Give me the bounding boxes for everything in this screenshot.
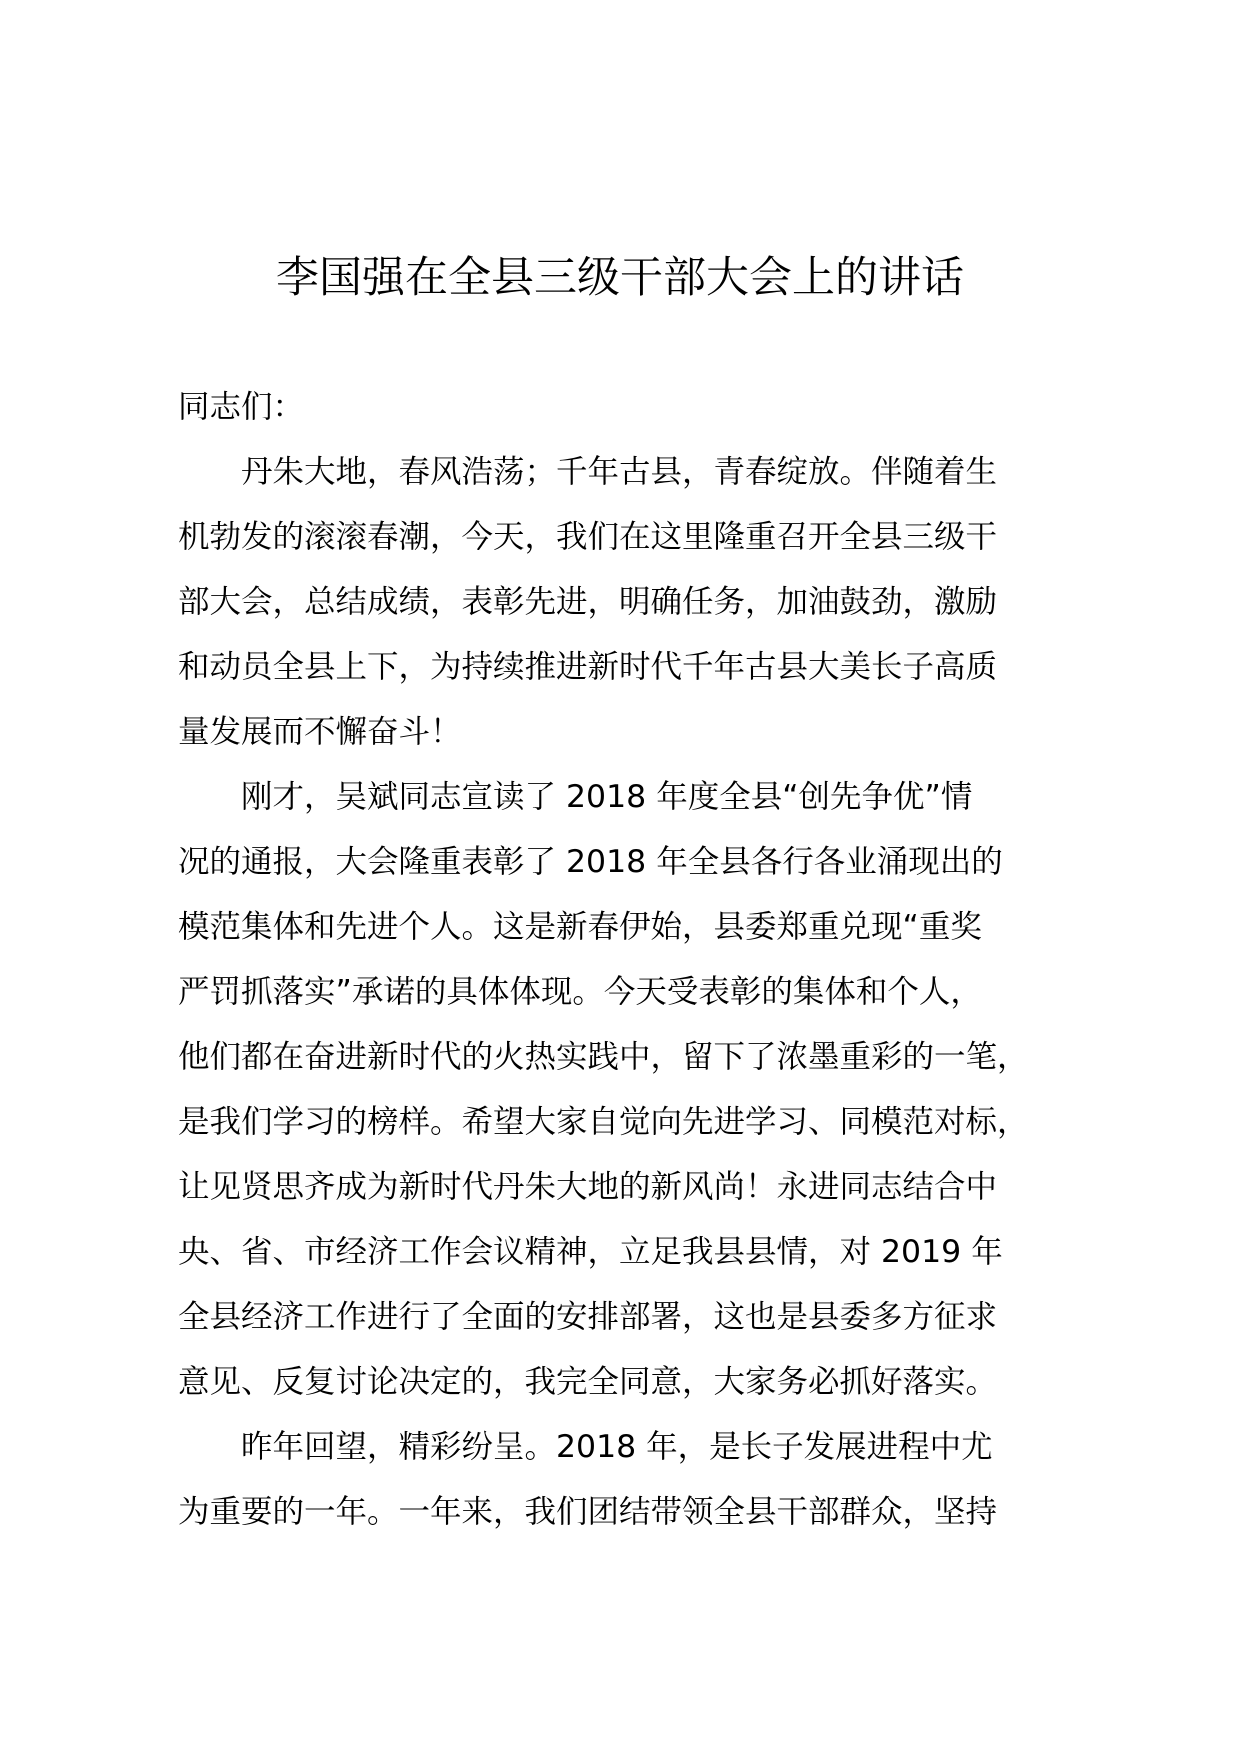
body-line: 是我们学习的榜样。希望大家自觉向先进学习、同模范对标， (178, 1104, 1029, 1140)
body-line: 量发展而不懈奋斗！ (178, 714, 462, 750)
body-line: 和动员全县上下，为持续推进新时代千年古县大美长子高质 (178, 649, 998, 685)
body-line: 为重要的一年。一年来，我们团结带领全县干部群众，坚持 (178, 1494, 998, 1530)
document-title: 李国强在全县三级干部大会上的讲话 (276, 253, 964, 303)
body-line: 机勃发的滚滚春潮，今天，我们在这里隆重召开全县三级干 (178, 519, 998, 555)
body-line: 昨年回望，精彩纷呈。2018 年，是长子发展进程中尤 (178, 1429, 993, 1465)
body-line: 刚才，吴斌同志宣读了 2018 年度全县“创先争优”情 (178, 779, 973, 815)
body-line: 他们都在奋进新时代的火热实践中，留下了浓墨重彩的一笔， (178, 1039, 1029, 1075)
body-line: 严罚抓落实”承诺的具体体现。今天受表彰的集体和个人， (178, 974, 982, 1010)
body-line: 况的通报，大会隆重表彰了 2018 年全县各行各业涌现出的 (178, 844, 1003, 880)
document-body (178, 440, 1058, 1545)
body-line: 模范集体和先进个人。这是新春伊始，县委郑重兑现“重奖 (178, 909, 982, 945)
body-line: 部大会，总结成绩，表彰先进，明确任务，加油鼓劲，激励 (178, 584, 998, 620)
body-line: 让见贤思齐成为新时代丹朱大地的新风尚！永进同志结合中 (178, 1169, 998, 1205)
body-line: 全县经济工作进行了全面的安排部署，这也是县委多方征求 (178, 1299, 998, 1335)
body-line: 意见、反复讨论决定的，我完全同意，大家务必抓好落实。 (178, 1364, 998, 1400)
body-line: 丹朱大地，春风浩荡；千年古县，青春绽放。伴随着生 (178, 454, 998, 490)
salutation: 同志们： (178, 389, 305, 425)
body-line: 央、省、市经济工作会议精神，立足我县县情，对 2019 年 (178, 1234, 1003, 1270)
